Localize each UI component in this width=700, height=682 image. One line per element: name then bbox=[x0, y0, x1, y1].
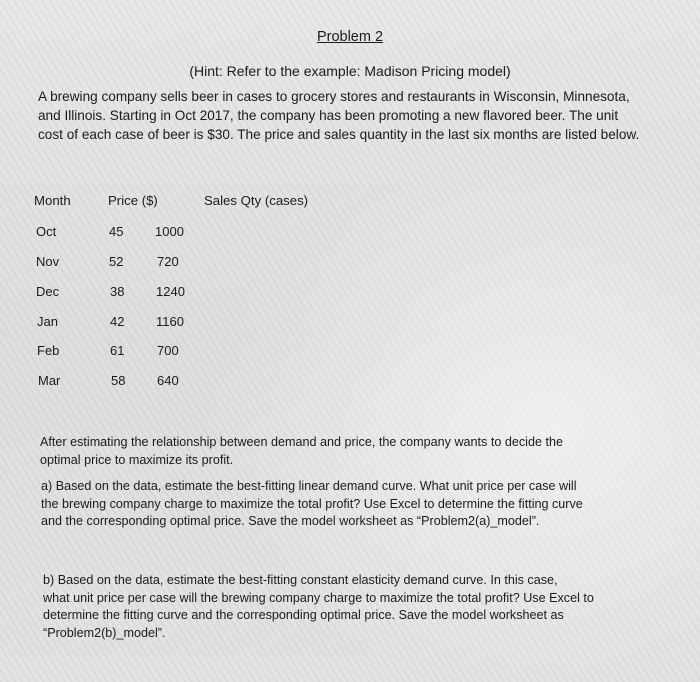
header-price: Price ($) bbox=[108, 193, 158, 208]
problem-title: Problem 2 bbox=[316, 29, 384, 45]
cell-qty: 720 bbox=[157, 254, 179, 269]
after-line: After estimating the relationship between demand and price, the company wants to decide the bbox=[40, 435, 563, 449]
cell-qty: 1160 bbox=[156, 314, 184, 329]
cell-price: 42 bbox=[110, 314, 125, 329]
cell-price: 52 bbox=[109, 254, 124, 269]
cell-price: 38 bbox=[110, 284, 125, 299]
part-a-paragraph bbox=[41, 478, 681, 531]
cell-month: Dec bbox=[36, 284, 60, 299]
after-paragraph bbox=[40, 434, 680, 469]
cell-price: 58 bbox=[111, 373, 126, 388]
part-b-line: “Problem2(b)_model”. bbox=[43, 625, 166, 640]
intro-paragraph bbox=[38, 87, 678, 144]
part-b-paragraph bbox=[43, 572, 683, 642]
intro-line: cost of each case of beer is $30. The price and sales quantity in the last six months are listed below. bbox=[38, 127, 640, 142]
part-b-line: b) Based on the data, estimate the best-fitting constant elasticity demand curve. In this case, bbox=[43, 573, 558, 587]
cell-qty: 700 bbox=[157, 343, 179, 358]
cell-price: 61 bbox=[110, 343, 125, 358]
cell-month: Nov bbox=[36, 254, 60, 269]
cell-month: Jan bbox=[37, 314, 58, 329]
cell-qty: 1240 bbox=[156, 284, 185, 299]
cell-qty: 640 bbox=[157, 373, 179, 388]
hint-text: (Hint: Refer to the example: Madison Pricing model) bbox=[189, 63, 511, 79]
part-a-line: and the corresponding optimal price. Save the model worksheet as “Problem2(a)_model”. bbox=[41, 514, 540, 528]
part-a-line: the brewing company charge to maximize the total profit? Use Excel to determine the fitting curve bbox=[41, 496, 583, 511]
part-b-line: determine the fitting curve and the corresponding optimal price. Save the model worksheet as bbox=[43, 608, 564, 622]
header-month: Month bbox=[34, 193, 71, 208]
cell-month: Oct bbox=[36, 224, 57, 239]
part-a-line: a) Based on the data, estimate the best-fitting linear demand curve. What unit price per case will bbox=[41, 479, 577, 493]
after-line: optimal price to maximize its profit. bbox=[40, 452, 234, 467]
intro-line: A brewing company sells beer in cases to grocery stores and restaurants in Wisconsin, Minnesota, bbox=[38, 89, 630, 104]
intro-line: and Illinois. Starting in Oct 2017, the company has been promoting a new flavored beer. The unit bbox=[38, 108, 619, 123]
cell-month: Feb bbox=[37, 343, 60, 358]
cell-month: Mar bbox=[38, 373, 61, 388]
header-qty: Sales Qty (cases) bbox=[204, 193, 309, 208]
part-b-line: what unit price per case will the brewing company charge to maximize the total profit? Use Excel to bbox=[43, 590, 594, 605]
cell-qty: 1000 bbox=[155, 224, 184, 239]
cell-price: 45 bbox=[109, 224, 124, 239]
